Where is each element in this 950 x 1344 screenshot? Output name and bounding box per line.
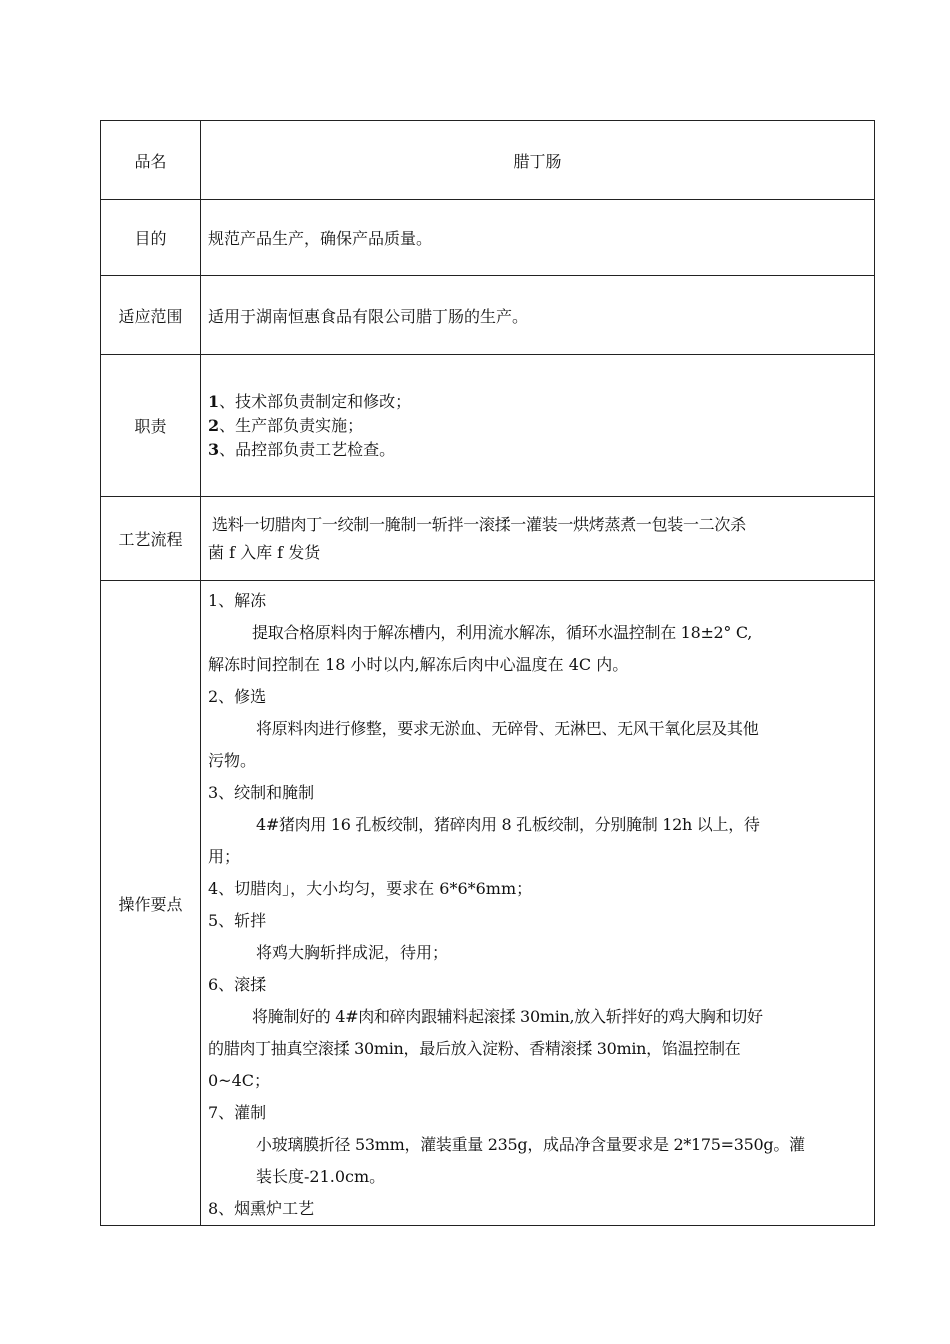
duty-item-number: 2 [208, 415, 220, 435]
ops-step-title: 7、灌制 [208, 1103, 267, 1122]
purpose-text: 规范产品生产，确保产品质量。 [201, 200, 875, 276]
flow-label: 工艺流程 [101, 497, 201, 581]
product-name: 腊丁肠 [201, 121, 875, 200]
duty-item-number: 3 [208, 439, 220, 459]
duty-item-number: 1 [208, 391, 220, 411]
ops-label: 操作要点 [101, 581, 201, 1226]
ops-step-title: 5、斩拌 [208, 911, 267, 930]
ops-line: 将鸡大胸斩拌成泥，待用； [256, 943, 449, 962]
ops-line: 4#猪肉用 16 孔板绞制，猪碎肉用 8 孔板绞制，分别腌制 12h 以上，待 [256, 815, 760, 834]
ops-content [201, 581, 875, 1226]
ops-line: 将腌制好的 4#肉和碎肉跟辅料起滚揉 30min,放入斩拌好的鸡大胸和切好 [252, 1007, 763, 1026]
ops-line: 将原料肉进行修整，要求无淤血、无碎骨、无淋巴、无风干氧化层及其他 [256, 719, 759, 738]
ops-step-title: 6、滚揉 [208, 975, 267, 994]
duty-item [208, 390, 867, 414]
ops-line: 0~4C； [208, 1071, 271, 1090]
ops-line: 提取合格原料肉于解冻槽内，利用流水解冻，循环水温控制在 18±2° C, [252, 623, 753, 642]
ops-line: 用； [208, 847, 241, 866]
row-duty [101, 355, 875, 497]
ops-step-title: 2、修选 [208, 687, 267, 706]
ops-line: 小玻璃膜折径 53mm，灌装重量 235g，成品净含量要求是 2*175=350g。灌 [256, 1135, 805, 1154]
ops-line: 污物。 [208, 751, 257, 770]
ops-line: 解冻时间控制在 18 小时以内,解冻后肉中心温度在 4C 内。 [208, 655, 629, 674]
ops-line: 的腊肉丁抽真空滚揉 30min，最后放入淀粉、香精滚揉 30min，馅温控制在 [208, 1039, 741, 1058]
duty-item-text: 、品控部负责工艺检查。 [219, 439, 396, 459]
ops-step-title: 8、烟熏炉工艺 [208, 1199, 315, 1218]
duty-list [201, 355, 875, 497]
scope-label: 适应范围 [101, 276, 201, 355]
process-spec-table [100, 120, 875, 1226]
duty-item [208, 438, 867, 462]
duty-item-text: 、技术部负责制定和修改； [219, 391, 412, 411]
purpose-label: 目的 [101, 200, 201, 276]
row-scope [101, 276, 875, 355]
row-ops [101, 581, 875, 1226]
flow-line: 选料一切腊肉丁一绞制一腌制一斩拌一滚揉一灌装一烘烤蒸煮一包装一二次杀 [212, 514, 746, 534]
duty-item [208, 414, 867, 438]
ops-step-title: 3、绞制和腌制 [208, 783, 315, 802]
duty-item-text: 、生产部负责实施； [219, 415, 364, 435]
row-flow [101, 497, 875, 581]
flow-line: 菌 f 入库 f 发货 [208, 542, 321, 562]
flow-text [201, 497, 875, 581]
scope-text: 适用于湖南恒惠食品有限公司腊丁肠的生产。 [201, 276, 875, 355]
row-product [101, 121, 875, 200]
ops-step-title: 1、解冻 [208, 591, 267, 610]
ops-step-title: 4、切腊肉」，大小均匀，要求在 6*6*6mm； [208, 879, 533, 898]
product-label: 品名 [101, 121, 201, 200]
ops-line: 装长度-21.0cm。 [256, 1167, 386, 1186]
duty-label: 职责 [101, 355, 201, 497]
row-purpose [101, 200, 875, 276]
